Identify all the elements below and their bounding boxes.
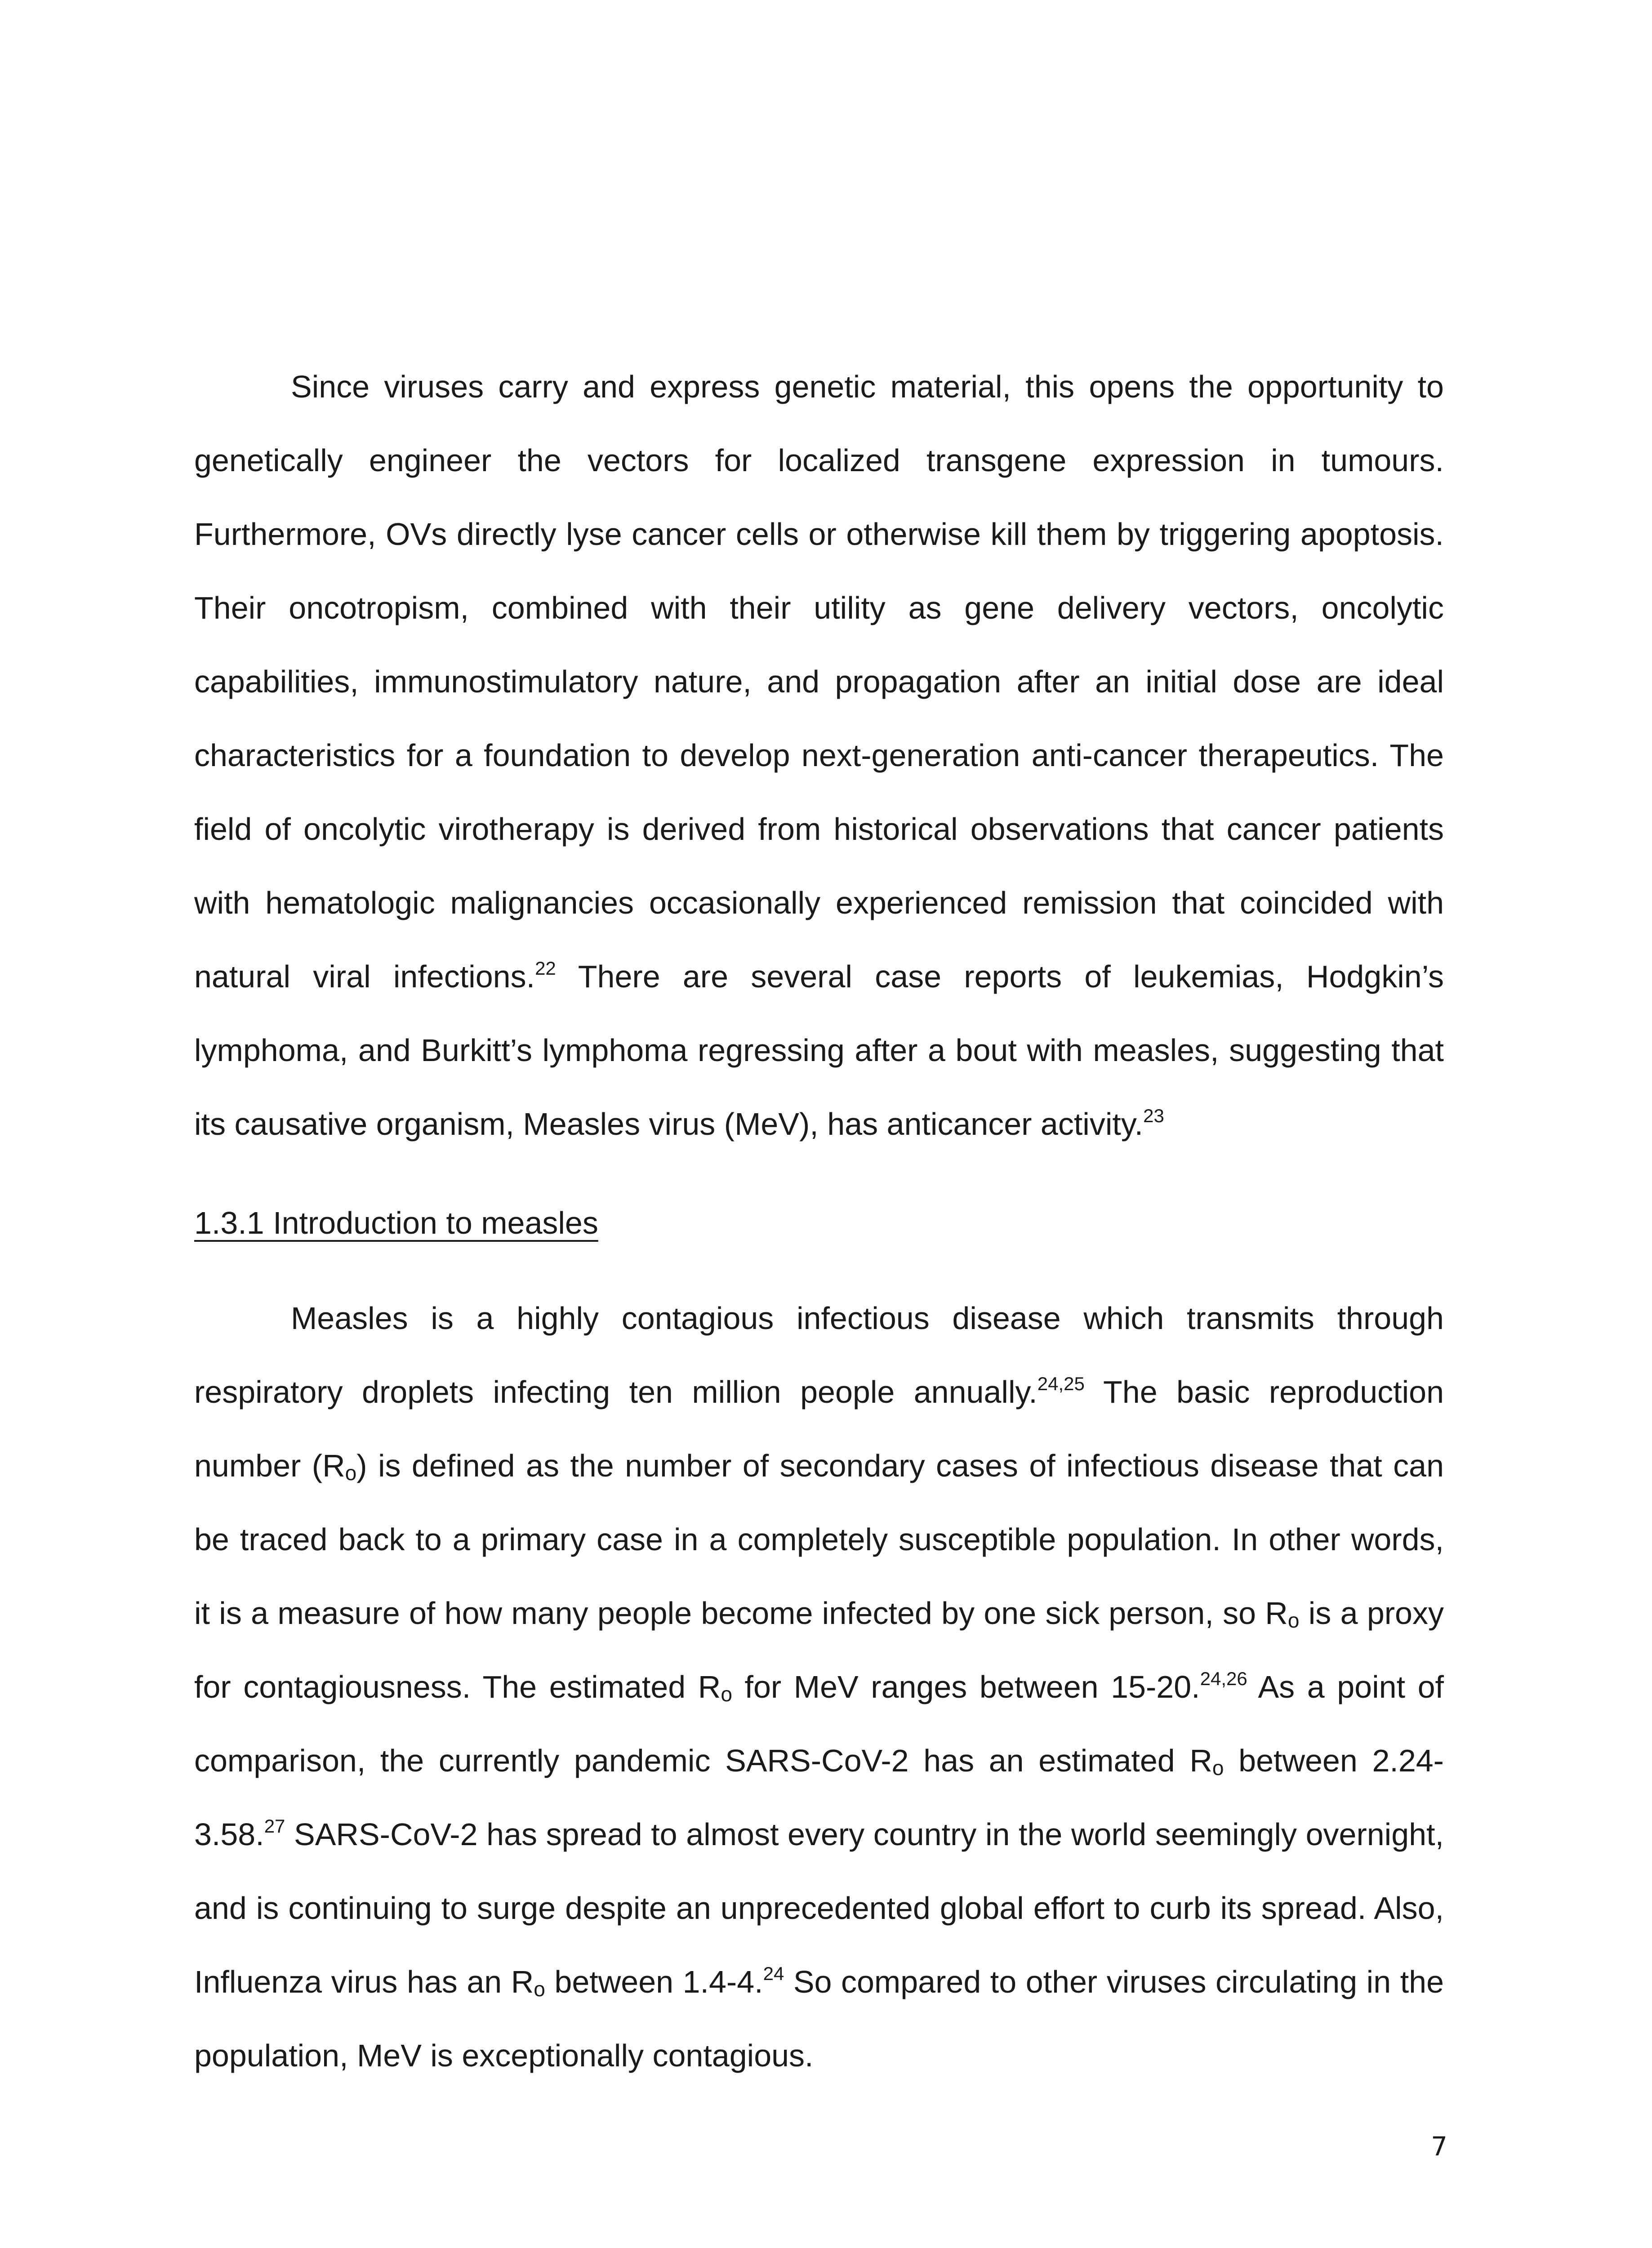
subscript: o [1287,1609,1300,1632]
text-fragment: Influenza virus has an R [194,1964,534,1999]
text-fragment: natural viral infections. [194,959,535,994]
text-line: field of oncolytic virotherapy is derived from historical observations that cancer patients [194,812,1444,847]
text-fragment: There are several case reports of leukemias, Hodgkin’s [556,959,1444,994]
text-fragment: ) is defined as the number of secondary cases of infectious disease that can [356,1448,1444,1483]
text-fragment: for MeV ranges between 15-20. [732,1669,1200,1704]
citation-superscript: 24,26 [1200,1668,1247,1689]
subscript: o [1212,1756,1224,1780]
text-line: lymphoma, and Burkitt’s lymphoma regressing after a bout with measles, suggesting that [194,1033,1444,1068]
text-line: capabilities, immunostimulatory nature, and propagation after an initial dose are ideal [194,664,1444,699]
text-line: characteristics for a foundation to develop next-generation anti-cancer therapeutics. The [194,738,1444,773]
text-line: be traced back to a primary case in a completely susceptible population. In other words, [194,1522,1444,1557]
text-fragment: So compared to other viruses circulating in the [784,1964,1444,1999]
section-heading: 1.3.1 Introduction to measles [194,1205,598,1240]
text-fragment: respiratory droplets infecting ten million people annually. [194,1374,1038,1409]
text-line [194,1355,1444,1429]
text-line: Measles is a highly contagious infectious disease which transmits through [291,1301,1444,1336]
text-line [194,1650,1444,1724]
text-fragment: is a proxy [1299,1596,1444,1631]
text-line: and is continuing to surge despite an unprecedented global effort to curb its spread. Also, [194,1891,1444,1926]
text-fragment: As a point of [1247,1669,1444,1704]
text-fragment: 3.58. [194,1817,264,1852]
text-line [194,940,1444,1013]
text-line [194,1087,1444,1161]
text-line [194,1576,1444,1650]
citation-superscript: 23 [1143,1105,1164,1126]
text-fragment: for contagiousness. The estimated R [194,1669,721,1704]
text-fragment: its causative organism, Measles virus (MeV), has anticancer activity. [194,1106,1144,1142]
text-line [194,1429,1444,1503]
text-line [194,1798,1444,1871]
text-line: Their oncotropism, combined with their utility as gene delivery vectors, oncolytic [194,590,1444,625]
text-fragment: between 1.4-4. [545,1964,763,1999]
text-line: with hematologic malignancies occasionally experienced remission that coincided with [194,885,1444,920]
text-line [194,1945,1444,2019]
text-line: Since viruses carry and express genetic material, this opens the opportunity to [291,369,1444,404]
paragraph-oncolytic-virotherapy [194,350,1444,1161]
page-number: 7 [1431,2131,1447,2162]
text-fragment: comparison, the currently pandemic SARS-CoV-2 has an estimated R [194,1743,1212,1778]
citation-superscript: 24,25 [1037,1373,1085,1394]
text-line [194,1724,1444,1798]
text-fragment: The basic reproduction [1084,1374,1444,1409]
text-fragment: SARS-CoV-2 has spread to almost every country in the world seemingly overnight, [285,1817,1444,1852]
subscript: o [534,1977,545,2001]
text-fragment: it is a measure of how many people become infected by one sick person, so R [194,1596,1288,1631]
text-fragment: number (R [194,1448,345,1483]
text-line: Furthermore, OVs directly lyse cancer cells or otherwise kill them by triggering apoptosis. [194,517,1444,552]
citation-superscript: 27 [264,1815,285,1837]
citation-superscript: 22 [535,958,556,979]
subscript: o [345,1461,357,1485]
paragraph-measles-contagiousness [194,1281,1444,2092]
text-line: genetically engineer the vectors for localized transgene expression in tumours. [194,443,1444,478]
citation-superscript: 24 [763,1963,784,1984]
subscript: o [721,1682,732,1706]
text-fragment: between 2.24- [1224,1743,1444,1778]
text-line: population, MeV is exceptionally contagious. [194,2038,814,2073]
